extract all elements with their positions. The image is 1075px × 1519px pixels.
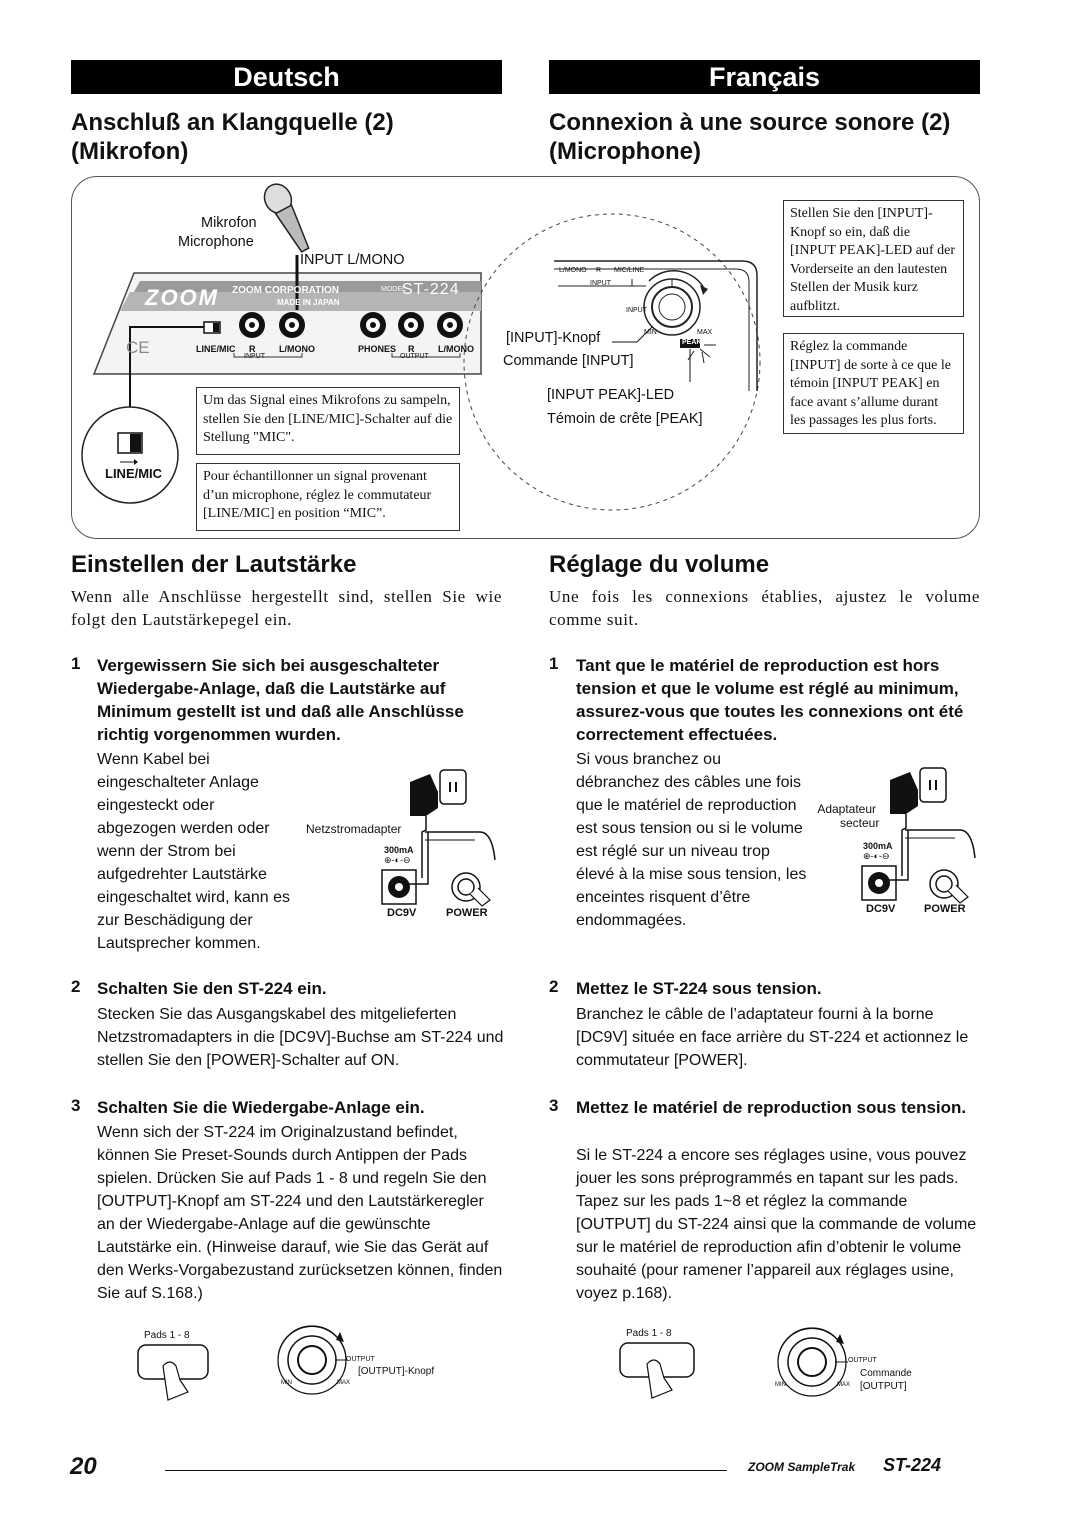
rating-label-de: 300mA <box>384 845 414 855</box>
dc9v-label-de: DC9V <box>387 907 417 919</box>
pads-label-fr: Pads 1 - 8 <box>626 1328 672 1339</box>
page-number: 20 <box>70 1453 97 1480</box>
jack-label-line-mic: LINE/MIC <box>196 344 236 354</box>
switch-label: LINE/MIC <box>105 466 163 481</box>
step2-number-fr: 2 <box>549 977 559 996</box>
step1-body-de: Wenn Kabel bei eingeschalteter Anlage eingesteckt oder abgezogen werden oder wenn der Strom bei aufgedrehter Lautstärke eingeschaltet wird, kann es zur Beschädigung der Lautsprecher kommen. <box>97 751 290 952</box>
step2-body-fr: Branchez le câble de l’adaptateur fourni à la borne [DC9V] située en face arrière du ST-224 et actionnez le commutateur [POWER]. <box>576 1006 969 1069</box>
output-knob-label-de: [OUTPUT]-Knopf <box>358 1366 435 1377</box>
jack-label-lmono: L/MONO <box>279 344 315 354</box>
group-label-input: INPUT <box>244 353 265 360</box>
knob-min-label: MIN <box>644 329 657 336</box>
model-prefix-label: MODEL <box>381 286 406 293</box>
note-peak-de: Stellen Sie den [INPUT]-Knopf so ein, daß die [INPUT PEAK]-LED auf der Vorderseite an den lautesten Stellen der Musik kurz aufblitzt. <box>783 200 964 317</box>
group-label-output: OUTPUT <box>400 353 429 360</box>
language-header-fr: Français <box>549 60 980 94</box>
output-label-fr: OUTPUT <box>848 1357 877 1364</box>
intro-fr: Une fois les connexions établies, ajustez le volume comme suit. <box>549 587 980 629</box>
step3-number-fr: 3 <box>549 1096 559 1115</box>
input-lmono-label: INPUT L/MONO <box>300 252 405 268</box>
made-in-label: MADE IN JAPAN <box>277 298 340 307</box>
zoom-label-r: R <box>596 267 602 274</box>
section-title-connection-fr: Connexion à une source sonore (2) (Microphone) <box>549 109 951 165</box>
step1-body-fr: Si vous branchez ou débranchez des câbles une fois que le matériel de reproduction est sous tension ou si le volume est réglé sur un niveau trop élevé à la mise sous tension, les enceintes risquent d’être endommagées. <box>576 751 807 929</box>
note-peak-fr: Réglez la commande [INPUT] de sorte à ce que le témoin [INPUT PEAK] en face avant s’allume durant les passages les plus forts. <box>783 333 964 434</box>
step2-heading-fr: Mettez le ST-224 sous tension. <box>576 979 822 998</box>
step3-number-de: 3 <box>71 1096 81 1115</box>
peak-label: PEAK <box>682 339 702 346</box>
knob-max-label: MAX <box>697 329 713 336</box>
intro-de: Wenn alle Anschlüsse hergestellt sind, stellen Sie wie folgt den Lautstärkepegel ein. <box>71 587 502 629</box>
connection-diagram <box>71 176 980 539</box>
adapter-label-de: Netzstromadapter <box>306 822 402 836</box>
peak-led-label-de: [INPUT PEAK]-LED <box>547 387 675 403</box>
power-label-de: POWER <box>446 907 488 919</box>
footer-model: ST-224 <box>883 1455 942 1475</box>
footer-brand: ZOOM SampleTrak <box>748 1460 856 1474</box>
input-knob-label-de: [INPUT]-Knopf <box>506 330 601 346</box>
max-label-de: MAX <box>337 1380 351 1386</box>
jack-label-out-lmono: L/MONO <box>438 344 474 354</box>
zoom-logo: ZOOM <box>145 285 219 310</box>
jack-label-out-r: R <box>408 344 415 354</box>
step2-heading-de: Schalten Sie den ST-224 ein. <box>97 979 327 998</box>
ce-mark: CE <box>126 338 150 357</box>
input-knob-label-fr: Commande [INPUT] <box>503 353 634 369</box>
output-knob-label-fr: Commande [OUTPUT] <box>860 1368 912 1392</box>
step1-number-de: 1 <box>71 654 81 673</box>
rating-label-fr: 300mA <box>863 841 893 851</box>
polarity-de: ⊕-◐-⊖ <box>384 855 411 865</box>
zoom-label-lmono: L/MONO <box>559 267 587 274</box>
brand-label: ZOOM CORPORATION <box>232 285 340 296</box>
step3-heading-fr: Mettez le matériel de reproduction sous tension. <box>576 1098 967 1117</box>
power-diagram-fr <box>800 760 980 920</box>
language-header-de: Deutsch <box>71 60 502 94</box>
section-title-connection-de: Anschluß an Klangquelle (2) (Mikrofon) <box>71 109 394 165</box>
note-mic-de: Um das Signal eines Mikrofons zu sampeln, stellen Sie den [LINE/MIC]-Schalter auf die Stellung "MIC". <box>196 387 460 455</box>
section-title-volume-fr: Réglage du volume <box>549 551 770 578</box>
step2-body-de: Stecken Sie das Ausgangskabel des mitgelieferten Netzstromadapters in die [DC9V]-Buchse am ST-224 und stellen Sie den [POWER]-Schalter auf ON. <box>97 1006 504 1069</box>
output-label-de: OUTPUT <box>346 1356 375 1363</box>
max-label-fr: MAX <box>837 1382 851 1388</box>
note-mic-fr: Pour échantillonner un signal provenant d’un microphone, réglez le commutateur [LINE/MIC] en position “MIC”. <box>196 463 460 531</box>
model-label: ST-224 <box>402 281 460 298</box>
peak-led-label-fr: Témoin de crête [PEAK] <box>547 411 703 427</box>
mic-label-de: Mikrofon <box>201 215 257 231</box>
jack-label-phones: PHONES <box>358 344 397 354</box>
zoom-label-input: INPUT <box>590 280 611 287</box>
power-label-fr: POWER <box>924 903 966 915</box>
step2-number-de: 2 <box>71 977 81 996</box>
step3-heading-de: Schalten Sie die Wiedergabe-Anlage ein. <box>97 1098 425 1117</box>
polarity-fr: ⊕-◐-⊖ <box>863 851 890 861</box>
mic-label-en: Microphone <box>178 234 254 250</box>
step3-body-fr: Si le ST-224 a encore ses réglages usine, vous pouvez jouer les sons préprogrammés en tapant sur les pads. Tapez sur les pads 1~8 et réglez la commande [OUTPUT] du ST-224 ainsi que la commande de volume sur le matériel de reproduction afin d’obtenir le volume souhaité (pour ramener l’appareil aux réglages usine, voyez p.168). <box>576 1147 977 1302</box>
adapter-label-fr: Adaptateur secteur <box>817 802 880 830</box>
min-label-fr: MIN <box>775 1382 786 1388</box>
pads-label-de: Pads 1 - 8 <box>144 1330 190 1341</box>
knob-input-label: INPUT <box>626 307 647 314</box>
footer-rule <box>165 1470 727 1471</box>
step1-number-fr: 1 <box>549 654 559 673</box>
zoom-label-micline: MIC/LINE <box>614 267 645 274</box>
min-label-de: MIN <box>281 1380 292 1386</box>
step1-heading-de: Vergewissern Sie sich bei ausgeschalteter Wiedergabe-Anlage, daß die Lautstärke auf Minimum gestellt ist und daß alle Anschlüsse richtig vorgenommen wurden. <box>97 656 464 744</box>
jack-label-r: R <box>249 344 256 354</box>
step3-body-de: Wenn sich der ST-224 im Originalzustand befindet, können Sie Preset-Sounds durch Antippen der Pads spielen. Drücken Sie auf Pads 1 - 8 und regeln Sie den [OUTPUT]-Knopf am ST-224 und den Lautstärkeregler an der Wiedergabe-Anlage auf die gewünschte Lautstärke ein. (Hinweise darauf, wie Sie das Gerät auf den Werks-Vorgabezustand zurücksetzen können, finden Sie auf S.168.) <box>97 1124 503 1302</box>
step1-heading-fr: Tant que le matériel de reproduction est hors tension et que le volume est réglé au minimum, assurez-vous que toutes les connexions ont été correctement effectuées. <box>576 656 964 744</box>
section-title-volume-de: Einstellen der Lautstärke <box>71 551 357 578</box>
dc9v-label-fr: DC9V <box>866 903 896 915</box>
